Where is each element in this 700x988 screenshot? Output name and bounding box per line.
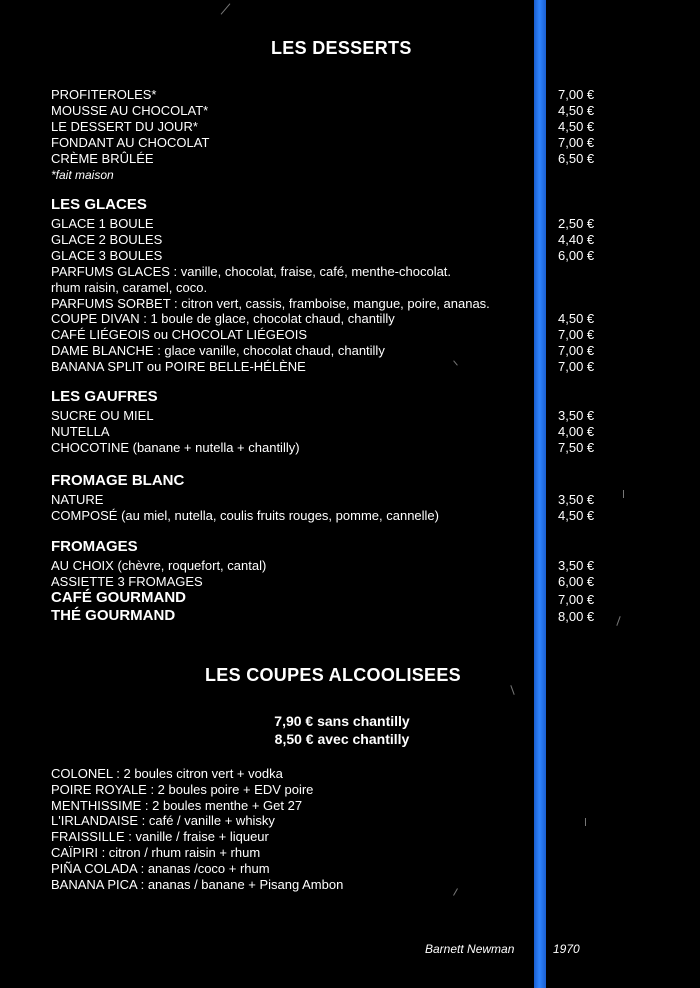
parfums-glaces: PARFUMS GLACES : vanille, chocolat, fraise, café, menthe-chocolat. [51,264,452,279]
coupes-alcoolisees-title: LES COUPES ALCOOLISEES [205,665,461,685]
coupe-alcool-item: BANANA PICA : ananas / banane + Pisang Ambon [51,877,344,892]
coupe-item: CAFÉ LIÉGEOIS ou CHOCOLAT LIÉGEOIS [51,327,307,342]
scan-speck [585,818,586,826]
dessert-item: LE DESSERT DU JOUR* [51,119,198,134]
gaufre-item: CHOCOTINE (banane + nutella + chantilly) [51,440,300,455]
the-gourmand: THÉ GOURMAND [51,607,176,624]
price-avec-chantilly: 8,50 € avec chantilly [274,731,410,747]
parfums-sorbet: PARFUMS SORBET : citron vert, cassis, framboise, mangue, poire, ananas. [51,296,490,311]
price-sans-chantilly: 7,90 € sans chantilly [274,713,410,729]
scan-speck [453,888,458,895]
gaufre-price: 4,00 € [558,424,595,439]
dessert-item: CRÈME BRÛLÉE [51,151,154,166]
coupe-alcool-item: CAÏPIRI : citron / rhum raisin + rhum [51,845,261,860]
fromage-blanc-title: FROMAGE BLANC [51,472,185,489]
fromage-price: 6,00 € [558,574,595,589]
coupe-price: 4,50 € [558,311,595,326]
dessert-price: 4,50 € [558,103,595,118]
credit-year: 1970 [553,942,580,956]
dessert-price: 7,00 € [558,135,595,150]
cafe-gourmand: CAFÉ GOURMAND [51,589,186,606]
dessert-price: 6,50 € [558,151,595,166]
coupe-price: 7,00 € [558,327,595,342]
scan-speck [453,360,458,365]
credit-artist: Barnett Newman [425,942,515,956]
fromage-blanc-item: NATURE [51,492,104,507]
dessert-item: PROFITEROLES* [51,87,157,102]
dessert-price: 4,50 € [558,119,595,134]
coupe-price: 7,00 € [558,343,595,358]
dessert-item: MOUSSE AU CHOCOLAT* [51,103,209,118]
coupe-alcool-item: PIÑA COLADA : ananas /coco + rhum [51,861,270,876]
coupe-item: DAME BLANCHE : glace vanille, chocolat chaud, chantilly [51,343,385,358]
fromage-item: ASSIETTE 3 FROMAGES [51,574,203,589]
coupe-price: 7,00 € [558,359,595,374]
the-gourmand-price: 8,00 € [558,609,595,624]
fromage-blanc-item: COMPOSÉ (au miel, nutella, coulis fruits rouges, pomme, cannelle) [51,508,439,523]
glace-item: GLACE 2 BOULES [51,232,163,247]
fromage-blanc-price: 4,50 € [558,508,595,523]
coupe-alcool-item: POIRE ROYALE : 2 boules poire + EDV poire [51,782,314,797]
blue-stripe [534,0,546,988]
glace-item: GLACE 3 BOULES [51,248,163,263]
dessert-item: FONDANT AU CHOCOLAT [51,135,210,150]
glace-price: 6,00 € [558,248,595,263]
scan-speck [510,685,514,695]
gaufres-title: LES GAUFRES [51,388,158,405]
glaces-title: LES GLACES [51,196,147,213]
fromage-blanc-price: 3,50 € [558,492,595,507]
gaufre-item: SUCRE OU MIEL [51,408,154,423]
desserts-title: LES DESSERTS [271,38,412,58]
coupe-alcool-item: COLONEL : 2 boules citron vert + vodka [51,766,283,781]
coupe-alcool-item: FRAISSILLE : vanille / fraise + liqueur [51,829,269,844]
coupe-alcool-item: L'IRLANDAISE : café / vanille + whisky [51,813,275,828]
cafe-gourmand-price: 7,00 € [558,592,595,607]
fromage-price: 3,50 € [558,558,595,573]
scan-speck [623,490,624,498]
scan-speck [616,616,620,626]
glace-price: 4,40 € [558,232,595,247]
gaufre-item: NUTELLA [51,424,110,439]
glace-item: GLACE 1 BOULE [51,216,154,231]
scan-speck [221,3,231,14]
gaufre-price: 7,50 € [558,440,595,455]
fait-maison-note: *fait maison [51,168,114,182]
coupe-alcool-item: MENTHISSIME : 2 boules menthe + Get 27 [51,798,303,813]
parfums-glaces-cont: rhum raisin, caramel, coco. [51,280,208,295]
fromages-title: FROMAGES [51,538,138,555]
glace-price: 2,50 € [558,216,595,231]
gaufre-price: 3,50 € [558,408,595,423]
dessert-price: 7,00 € [558,87,595,102]
fromage-item: AU CHOIX (chèvre, roquefort, cantal) [51,558,267,573]
coupe-item: BANANA SPLIT ou POIRE BELLE-HÉLÈNE [51,359,306,374]
coupe-item: COUPE DIVAN : 1 boule de glace, chocolat chaud, chantilly [51,311,395,326]
